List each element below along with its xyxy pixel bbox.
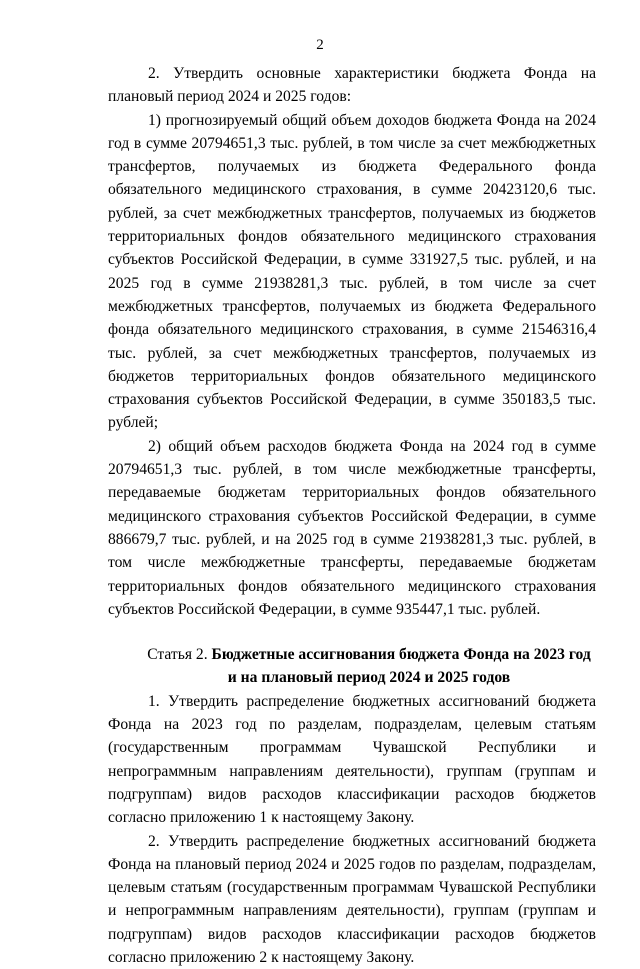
- article-title-line2: и на плановый период 2024 и 2025 годов: [228, 669, 510, 686]
- paragraph-expenditures: 2) общий объем расходов бюджета Фонда на 2024 год в сумме 20794651,3 тыс. рублей, в том числе межбюджетные трансферты, передаваемые бюджетам территориальных фондов обязательного медицинского страхования субъектов Российской Федерации, в сумме 886679,7 тыс. рублей, и на 2025 год в сумме 21938281,3 тыс. рублей, в том числе межбюджетные трансферты, передаваемые бюджетам территориальных фондов обязательного медицинского страхования субъектов Российской Федерации, в сумме 935447,1 тыс. рублей.: [108, 435, 596, 621]
- section-gap: [108, 621, 596, 643]
- article-title-line1: Бюджетные ассигнования бюджета Фонда на 2023 год: [212, 646, 591, 663]
- paragraph-allocation-2023: 1. Утвердить распределение бюджетных ассигнований бюджета Фонда на 2023 год по разделам, подразделам, целевым статьям (государственным программам Чувашской Республики и непрограммным направлениям деятельности), группам (группам и подгруппам) видов расходов классификации расходов бюджетов согласно приложению 1 к настоящему Закону.: [108, 690, 596, 830]
- page-number: 2: [0, 36, 640, 54]
- paragraph-characteristics: 2. Утвердить основные характеристики бюджета Фонда на плановый период 2024 и 2025 годов:: [108, 62, 596, 109]
- paragraph-revenues: 1) прогнозируемый общий объем доходов бюджета Фонда на 2024 год в сумме 20794651,3 тыс. рублей, в том числе за счет межбюджетных трансфертов, получаемых из бюджета Федерального фонда обязательного медицинского страхования, в сумме 20423120,6 тыс. рублей, за счет межбюджетных трансфертов, получаемых из бюджетов территориальных фондов обязательного медицинского страхования субъектов Российской Федерации, в сумме 331927,5 тыс. рублей, и на 2025 год в сумме 21938281,3 тыс. рублей, в том числе за счет межбюджетных трансфертов, получаемых из бюджета Федерального фонда обязательного медицинского страхования, в сумме 21546316,4 тыс. рублей, за счет межбюджетных трансфертов, получаемых из бюджетов территориальных фондов обязательного медицинского страхования субъектов Российской Федерации, в сумме 350183,5 тыс. рублей;: [108, 109, 596, 435]
- paragraph-allocation-2024-2025: 2. Утвердить распределение бюджетных ассигнований бюджета Фонда на плановый период 2024 и 2025 годов по разделам, подразделам, целевым статьям (государственным программам Чувашской Республики и непрограммным направлениям деятельности), группам (группам и подгруппам) видов расходов классификации расходов бюджетов согласно приложению 2 к настоящему Закону.: [108, 830, 596, 969]
- document-body: [108, 62, 596, 969]
- article-heading: [108, 643, 596, 690]
- article-label: Статья 2.: [147, 646, 207, 663]
